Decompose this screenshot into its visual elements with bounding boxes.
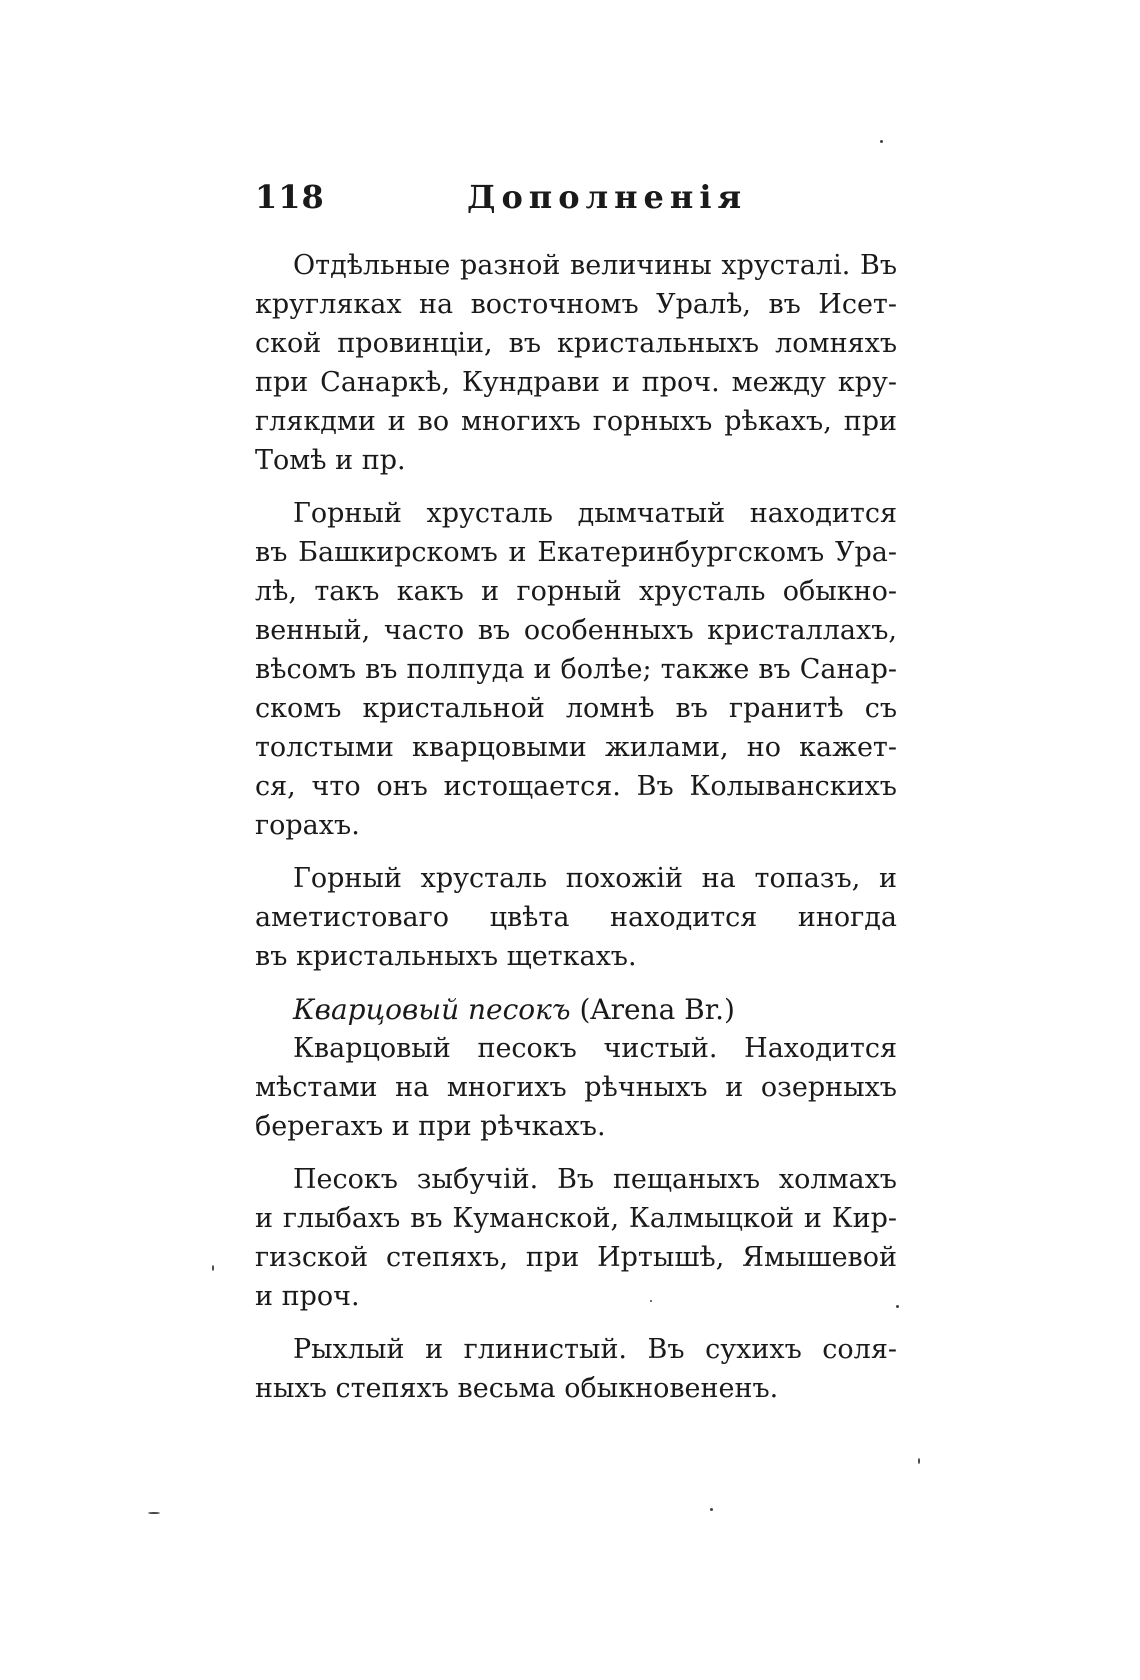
paragraph-2: [255, 494, 897, 845]
text-line: скомъ кристальной ломнѣ въ гранитѣ съ: [255, 693, 897, 724]
text-line: въ кристальныхъ щеткахъ.: [255, 941, 637, 972]
latin-name: (Arena Br.): [579, 993, 735, 1026]
text-line: Горный хрусталь похожій на топазъ, и: [293, 863, 897, 894]
scan-speck: [918, 1458, 920, 1464]
scan-speck: [148, 1512, 160, 1514]
text-line: мѣстами на многихъ рѣчныхъ и озерныхъ: [255, 1072, 897, 1103]
text-line: Рыхлый и глинистый. Въ сухихъ соля-: [293, 1334, 897, 1365]
text-line: аметистоваго цвѣта находится иногда: [255, 902, 897, 933]
text-line: Песокъ зыбучій. Въ пещаныхъ холмахъ: [293, 1164, 897, 1195]
text-line: лѣ, такъ какъ и горный хрусталь обыкно-: [255, 576, 897, 607]
text-line: гизской степяхъ, при Иртышѣ, Ямышевой: [255, 1242, 897, 1273]
text-line: Горный хрусталь дымчатый находится: [293, 498, 897, 529]
paragraph-3: [255, 859, 897, 976]
scan-speck: [710, 1508, 713, 1511]
text-line: ской провинціи, въ кристальныхъ ломняхъ: [255, 328, 897, 359]
section-heading: [255, 990, 897, 1029]
paragraph-6: [255, 1330, 897, 1408]
text-line: берегахъ и при рѣчкахъ.: [255, 1111, 606, 1142]
text-line: и глыбахъ въ Куманской, Калмыцкой и Кир-: [255, 1203, 897, 1234]
page-number: 118: [255, 178, 325, 216]
text-line: и проч.: [255, 1281, 360, 1312]
paragraph-5: [255, 1160, 897, 1316]
paragraph-1: [255, 246, 897, 480]
text-line: при Санаркѣ, Кундрави и проч. между кру-: [255, 367, 897, 398]
text-line: Отдѣльные разной величины хрусталі. Въ: [293, 250, 897, 281]
text-line: ныхъ степяхъ весьма обыкновененъ.: [255, 1373, 779, 1404]
section-title: Кварцовый песокъ: [293, 993, 571, 1026]
scan-speck: [896, 1305, 899, 1308]
paragraph-4: [255, 1029, 897, 1146]
text-line: въ Башкирскомъ и Екатеринбургскомъ Ура-: [255, 537, 897, 568]
page-body: [255, 246, 897, 1408]
text-line: Томѣ и пр.: [255, 445, 406, 476]
running-title: Дополненія: [467, 178, 748, 216]
text-line: толстыми кварцовыми жилами, но кажет-: [255, 732, 897, 763]
text-line: Кварцовый песокъ чистый. Находится: [293, 1033, 897, 1064]
scan-speck: [650, 1300, 652, 1302]
text-line: ся, что онъ истощается. Въ Колыванскихъ: [255, 771, 897, 802]
text-line: глякдми и во многихъ горныхъ рѣкахъ, при: [255, 406, 897, 437]
scan-speck: [212, 1265, 214, 1271]
text-line: кругляках на восточномъ Уралѣ, въ Исет-: [255, 289, 897, 320]
text-line: венный, часто въ особенныхъ кристаллахъ,: [255, 615, 897, 646]
page-header: [255, 178, 895, 238]
text-line: горахъ.: [255, 810, 360, 841]
scan-speck: [880, 140, 883, 143]
text-line: вѣсомъ въ полпуда и болѣе; также въ Санар-: [255, 654, 897, 685]
